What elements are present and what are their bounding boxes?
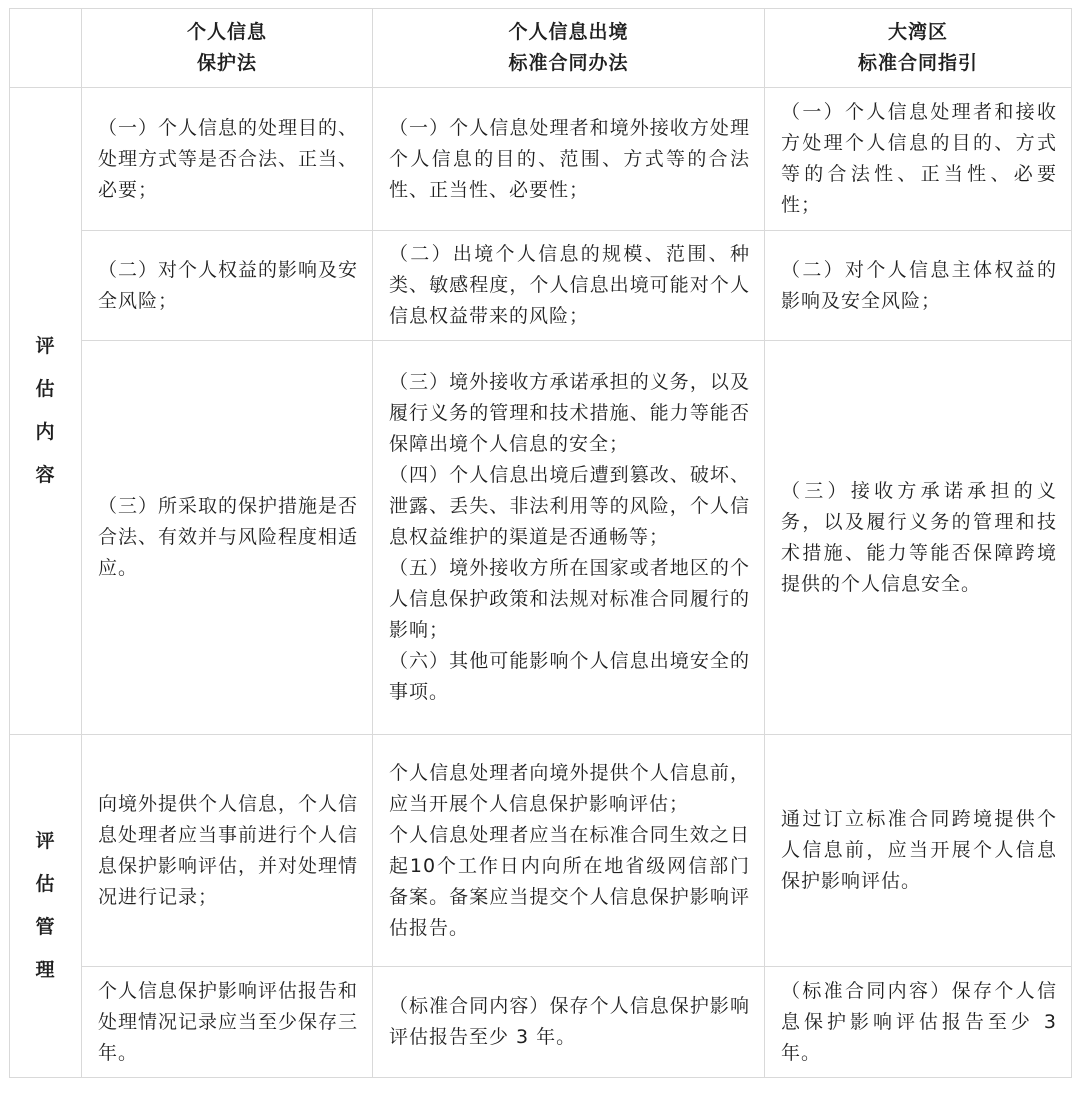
section-label-assessment-content: [10, 88, 82, 735]
cell-measures: [373, 88, 765, 231]
header-gba: [765, 9, 1072, 88]
table-row: [10, 88, 1072, 231]
cell-pipl: [82, 88, 373, 231]
cell-pipl: [82, 967, 373, 1078]
section-label-char: 管: [35, 916, 56, 938]
header-pipl-line-2: 保护法: [196, 52, 257, 74]
table-row: [10, 341, 1072, 735]
cell-paragraph: （六）其他可能影响个人信息出境安全的事项。: [389, 650, 750, 703]
cell-measures: [373, 231, 765, 341]
cell-measures: [373, 967, 765, 1078]
section-label-char: 内: [35, 421, 56, 443]
cell-paragraph: （标准合同内容）保存个人信息保护影响评估报告至少 3 年。: [389, 995, 750, 1048]
cell-paragraph: （五）境外接收方所在国家或者地区的个人信息保护政策和法规对标准合同履行的影响；: [389, 557, 750, 641]
comparison-table: [9, 8, 1072, 1078]
cell-paragraph: （一）个人信息处理者和接收方处理个人信息的目的、方式等的合法性、正当性、必要性；: [781, 101, 1057, 216]
header-gba-line-2: 标准合同指引: [857, 52, 978, 74]
cell-paragraph: （标准合同内容）保存个人信息保护影响评估报告至少 3 年。: [781, 979, 1057, 1064]
cell-gba: [765, 967, 1072, 1078]
cell-paragraph: （三）接收方承诺承担的义务，以及履行义务的管理和技术措施、能力等能否保障跨境提供的个人信息安全。: [781, 479, 1057, 595]
header-gba-line-1: 大湾区: [887, 21, 948, 43]
cell-pipl: [82, 231, 373, 341]
cell-measures: [373, 341, 765, 735]
cell-paragraph: 个人信息处理者向境外提供个人信息前，应当开展个人信息保护影响评估；: [389, 761, 750, 815]
cell-paragraph: （四）个人信息出境后遭到篡改、破坏、泄露、丢失、非法利用等的风险，个人信息权益维护的渠道是否通畅等；: [389, 464, 750, 548]
header-corner-cell: [10, 9, 82, 88]
section-label-char: 容: [35, 464, 56, 486]
section-label-char: 估: [35, 378, 56, 400]
cell-paragraph: 个人信息处理者应当在标准合同生效之日起10个工作日内向所在地省级网信部门备案。备案应当提交个人信息保护影响评估报告。: [389, 823, 750, 939]
cell-paragraph: 个人信息保护影响评估报告和处理情况记录应当至少保存三年。: [98, 979, 359, 1064]
cell-paragraph: （二）出境个人信息的规模、范围、种类、敏感程度，个人信息出境可能对个人信息权益带来的风险；: [389, 243, 750, 327]
header-pipl-line-1: 个人信息: [186, 21, 267, 43]
cell-gba: [765, 341, 1072, 735]
header-measures: [373, 9, 765, 88]
cell-paragraph: 通过订立标准合同跨境提供个人信息前，应当开展个人信息保护影响评估。: [781, 808, 1057, 892]
comparison-table-container: [9, 8, 1071, 1078]
cell-gba: [765, 231, 1072, 341]
cell-paragraph: （一）个人信息处理者和境外接收方处理个人信息的目的、范围、方式等的合法性、正当性、必要性；: [389, 116, 750, 201]
table-row: [10, 735, 1072, 967]
section-label-char: 估: [35, 873, 56, 895]
section-label-char: 评: [35, 335, 56, 357]
cell-measures: [373, 735, 765, 967]
header-pipl: [82, 9, 373, 88]
cell-paragraph: （三）境外接收方承诺承担的义务，以及履行义务的管理和技术措施、能力等能否保障出境个人信息的安全；: [389, 371, 750, 455]
section-label-char: 评: [35, 830, 56, 852]
cell-gba: [765, 735, 1072, 967]
header-row: [10, 9, 1072, 88]
table-row: [10, 231, 1072, 341]
cell-paragraph: （二）对个人权益的影响及安全风险；: [98, 258, 359, 312]
cell-pipl: [82, 341, 373, 735]
header-measures-line-2: 标准合同办法: [508, 52, 629, 74]
cell-pipl: [82, 735, 373, 967]
section-label-assessment-management: [10, 735, 82, 1078]
cell-paragraph: （一）个人信息的处理目的、处理方式等是否合法、正当、必要；: [98, 116, 359, 201]
table-row: [10, 967, 1072, 1078]
section-label-char: 理: [35, 959, 56, 981]
header-measures-line-1: 个人信息出境: [508, 21, 629, 43]
cell-paragraph: （三）所采取的保护措施是否合法、有效并与风险程度相适应。: [98, 495, 359, 579]
cell-paragraph: 向境外提供个人信息，个人信息处理者应当事前进行个人信息保护影响评估，并对处理情况进行记录；: [98, 792, 359, 908]
cell-gba: [765, 88, 1072, 231]
cell-paragraph: （二）对个人信息主体权益的影响及安全风险；: [781, 258, 1057, 312]
